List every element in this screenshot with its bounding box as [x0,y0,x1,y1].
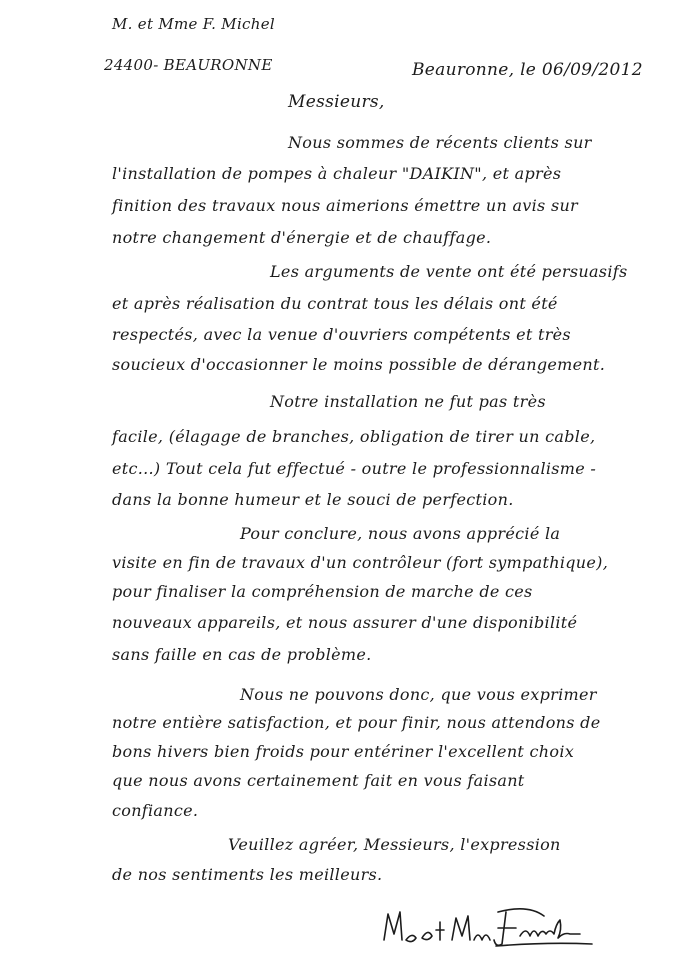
body-line: Nous ne pouvons donc, que vous exprimer [240,685,597,704]
body-line: notre entière satisfaction, et pour finir, nous attendons de [112,713,601,732]
salutation: Messieurs, [288,92,385,112]
body-line: etc...) Tout cela fut effectué - outre le professionnalisme - [112,459,597,478]
body-line: nouveaux appareils, et nous assurer d'une disponibilité [112,613,578,632]
body-line: Pour conclure, nous avons apprécié la [240,524,561,543]
handwritten-signature [378,900,598,950]
body-line: facile, (élagage de branches, obligation de tirer un cable, [112,427,596,446]
body-line: bons hivers bien froids pour entériner l'excellent choix [112,742,575,761]
body-line: finition des travaux nous aimerions émettre un avis sur [112,196,579,215]
body-line: soucieux d'occasionner le moins possible de dérangement. [112,355,606,374]
body-line: Les arguments de vente ont été persuasifs [270,262,628,281]
body-line: l'installation de pompes à chaleur "DAIKIN", et après [112,164,562,183]
body-line: visite en fin de travaux d'un contrôleur (fort sympathique), [112,553,609,572]
sender-name: M. et Mme F. Michel [112,15,275,33]
body-line: notre changement d'énergie et de chauffage. [112,228,492,247]
body-line: Nous sommes de récents clients sur [288,133,592,152]
body-line: dans la bonne humeur et le souci de perfection. [112,490,514,509]
sender-address: 24400- BEAURONNE [104,56,273,74]
body-line: confiance. [112,801,199,820]
body-line: sans faille en cas de problème. [112,645,372,664]
closing-line: Veuillez agréer, Messieurs, l'expression [228,835,561,854]
body-line: respectés, avec la venue d'ouvriers compétents et très [112,325,571,344]
body-line: et après réalisation du contrat tous les délais ont été [112,294,558,313]
body-line: que nous avons certainement fait en vous faisant [112,771,525,790]
closing-line: de nos sentiments les meilleurs. [112,865,383,884]
body-line: Notre installation ne fut pas très [270,392,546,411]
place-date: Beauronne, le 06/09/2012 [412,60,643,80]
body-line: pour finaliser la compréhension de marche de ces [112,582,533,601]
